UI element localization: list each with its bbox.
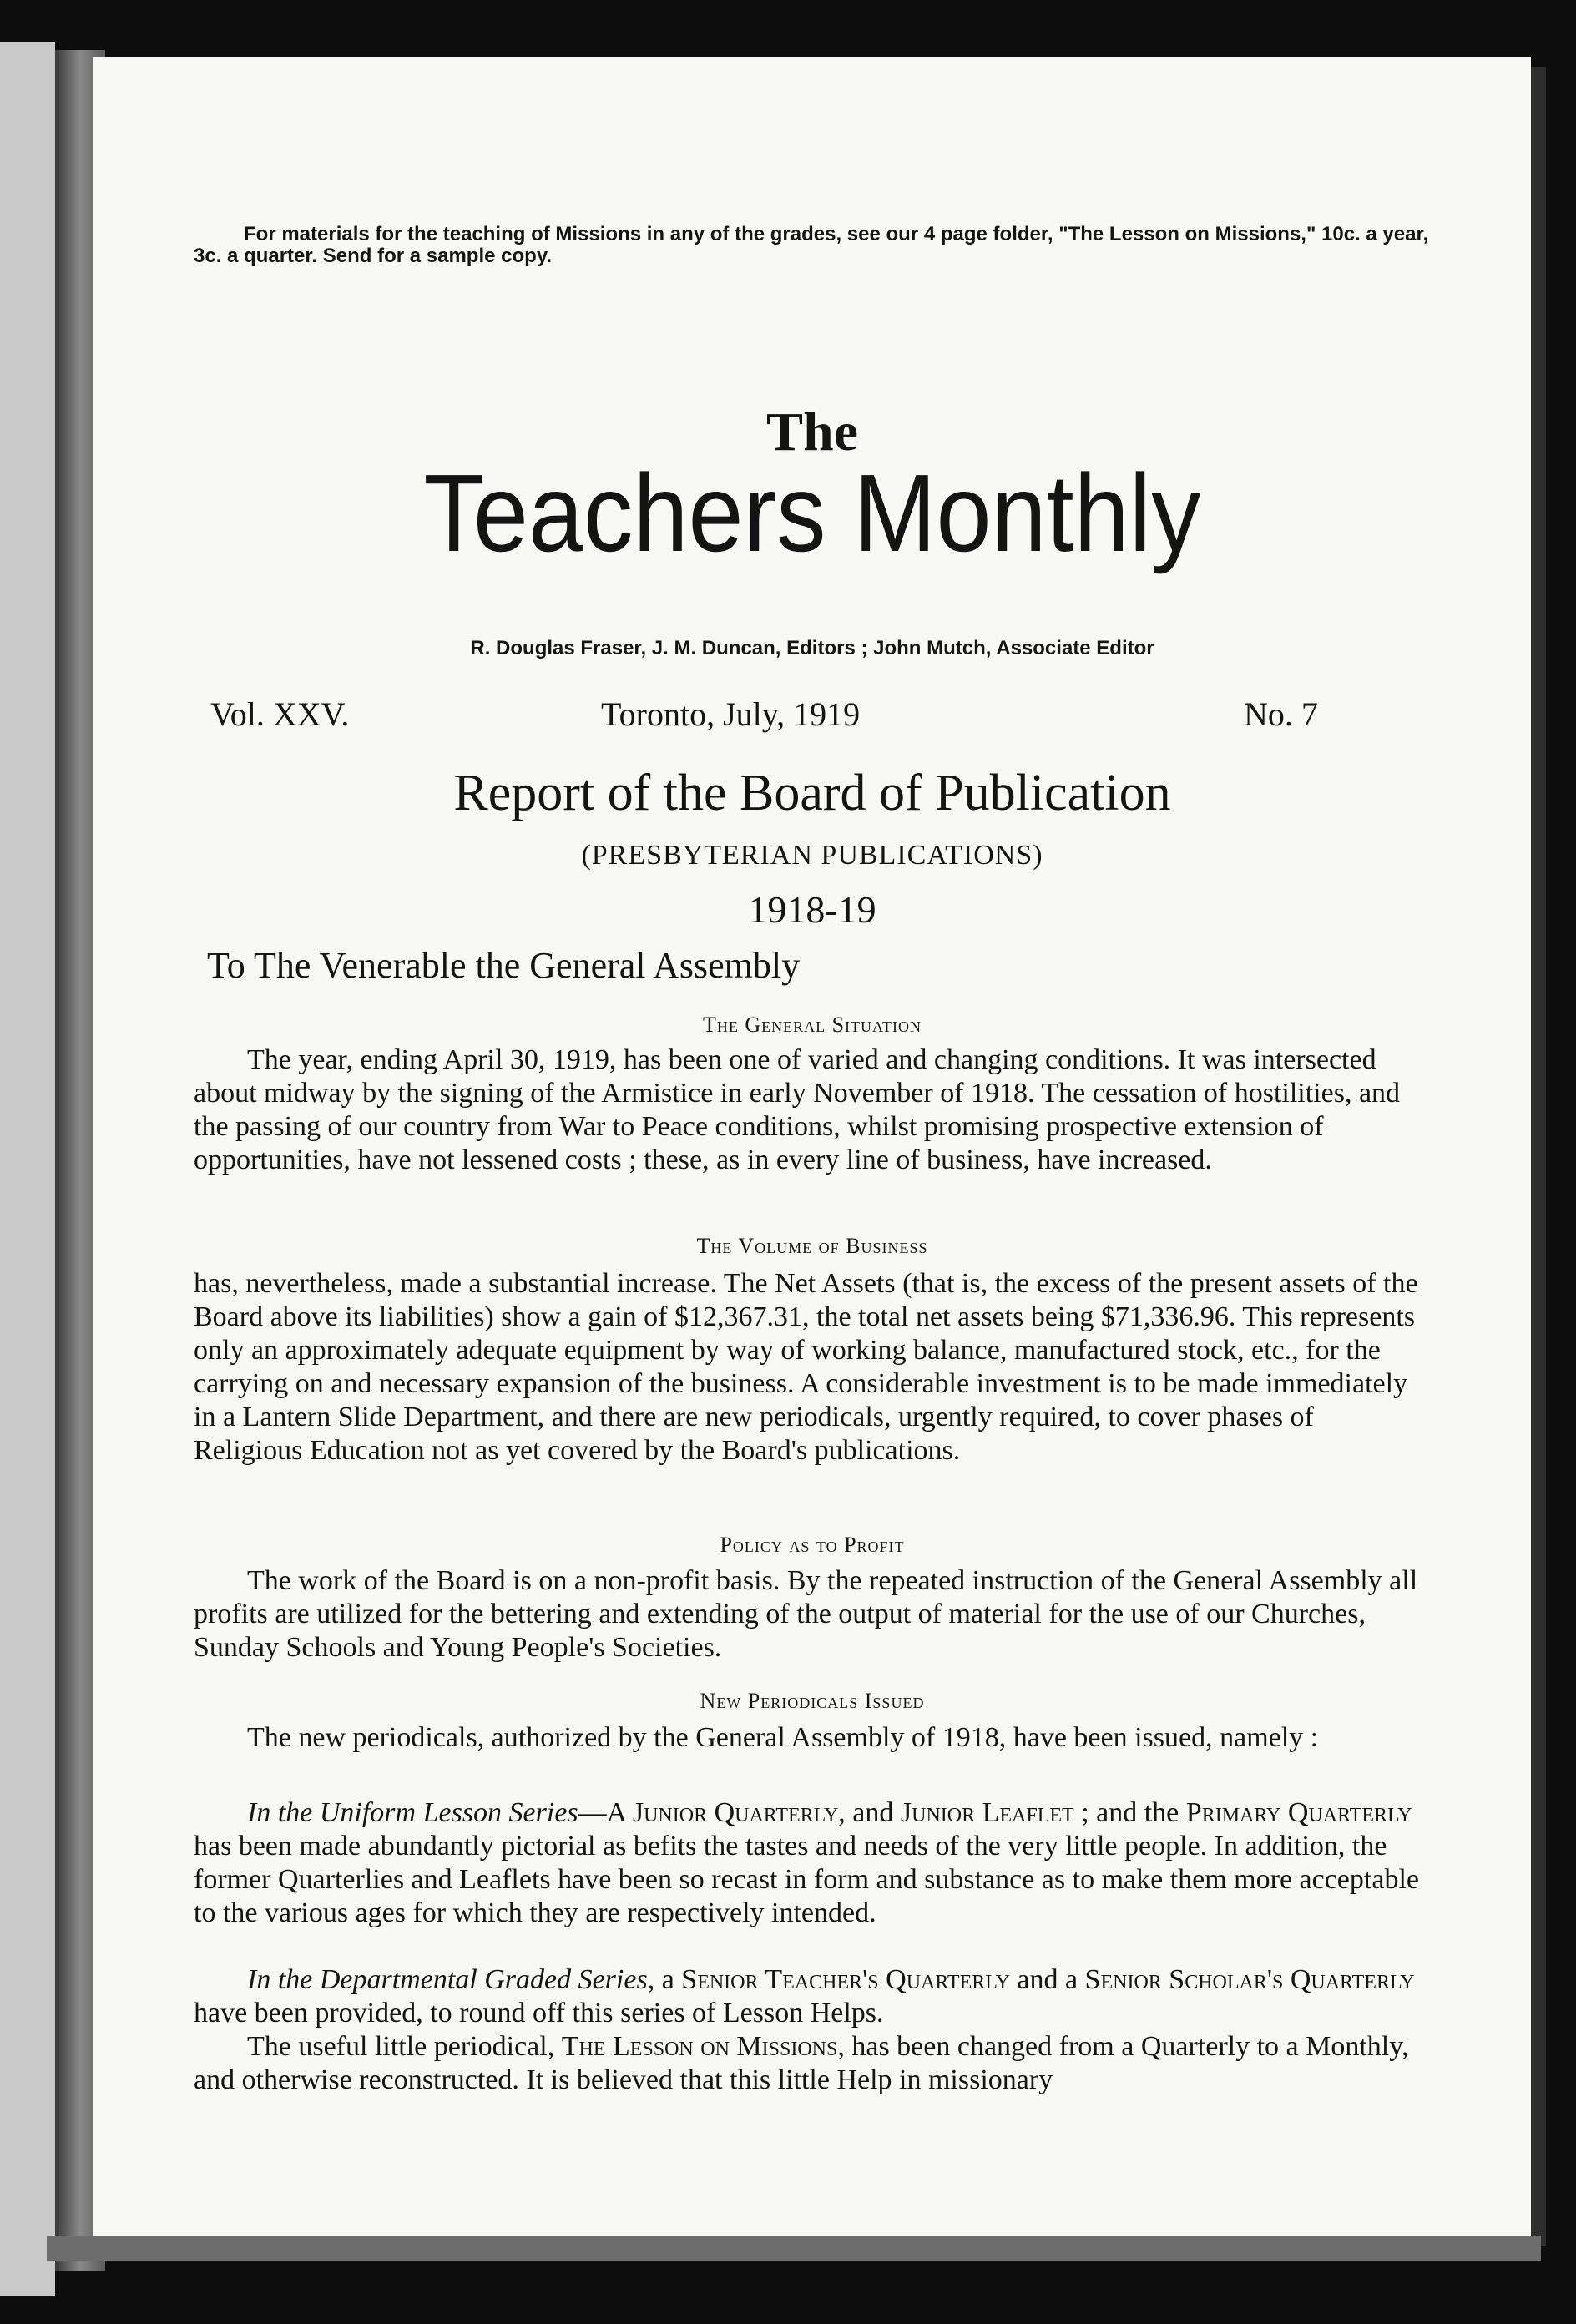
uniform-series-name: In the Uniform Lesson Series	[247, 1797, 578, 1828]
masthead-the: The	[765, 402, 859, 462]
issue-number: No. 7	[1244, 695, 1318, 733]
report-subtitle: (PRESBYTERIAN PUBLICATIONS)	[581, 840, 1043, 871]
lesson-on-missions: The Lesson on Missions	[561, 2031, 838, 2062]
primary-quarterly: Primary Quarterly	[1185, 1797, 1412, 1828]
departmental-series-name: In the Departmental Graded Series	[247, 1964, 648, 1995]
salutation: To The Venerable the General Assembly	[207, 945, 801, 986]
volume-number: Vol. XXV.	[210, 695, 350, 733]
paragraph-volume-of-business: has, nevertheless, made a substantial increase. The Net Assets (that is, the excess of the present assets of the Board above its liabilities) show a gain of $12,367.31, the total net assets being $71,336.96. This represents only an approximately adequate equipment by way of working balance, manufactured stock, etc., for the carrying on and necessary expansion of the business. A considerable investment is to be made immediately in a Lantern Slide Department, and there are new periodicals, urgently required, to cover phases of Religious Education not as yet covered by the Board's publications.	[194, 1268, 1418, 1466]
paragraph-general-situation: The year, ending April 30, 1919, has been one of varied and changing conditions. It was intersected about midway by the signing of the Armistice in early November of 1918. The cessation of hostilities, and the passing of our country from War to Peace conditions, whilst promising prospective extension of opportunities, have not lessened costs ; these, as in every line of business, have increased.	[194, 1044, 1401, 1175]
senior-scholars-quarterly: Senior Scholar's Quarterly	[1084, 1964, 1415, 1995]
page-right-edge	[1531, 67, 1546, 2246]
heading-new-periodicals: New Periodicals Issued	[700, 1689, 925, 1713]
paragraph-departmental-series: In the Departmental Graded Series, a Senior Teacher's Quarterly and a Senior Scholar's Quarterly have been provided, to round off this series of Lesson Helps.	[194, 1964, 1415, 2028]
heading-policy: Policy as to Profit	[720, 1533, 905, 1557]
paragraph-uniform-series: In the Uniform Lesson Series—A Junior Quarterly, and Junior Leaflet ; and the Primary Quarterly has been made abundantly pictorial as befits the tastes and needs of the very little people. In addition, the former Quarterlies and Leaflets have been so recast in form and substance as to make them more acceptable to the various ages for which they are respectively intended.	[194, 1797, 1419, 1928]
paragraph-policy: The work of the Board is on a non-profit basis. By the repeated instruction of the General Assembly all profits are utilized for the bettering and extending of the output of material for the use of our Churches, Sunday Schools and Young People's Societies.	[194, 1565, 1418, 1663]
junior-leaflet: Junior Leaflet	[900, 1797, 1074, 1828]
page-bottom-edge	[47, 2236, 1541, 2261]
report-title: Report of the Board of Publication	[453, 765, 1171, 821]
senior-teachers-quarterly: Senior Teacher's Quarterly	[681, 1964, 1010, 1995]
page	[93, 57, 1531, 2236]
heading-general-situation: The General Situation	[702, 1013, 922, 1037]
report-year: 1918-19	[748, 888, 876, 931]
paragraph-lesson-on-missions: The useful little periodical, The Lesson on Missions, has been changed from a Quarterly to a Monthly, and otherwise reconstructed. It is believed that this little Help in missionary	[194, 2031, 1409, 2095]
missions-notice: For materials for the teaching of Missions in any of the grades, see our 4 page folder, "The Lesson on Missions," 10c. a year, 3c. a quarter. Send for a sample copy.	[194, 223, 1429, 267]
paragraph-new-periodicals-intro: The new periodicals, authorized by the General Assembly of 1918, have been issued, namely :	[247, 1722, 1319, 1753]
place-date: Toronto, July, 1919	[601, 695, 861, 733]
masthead-title: Teachers Monthly	[423, 452, 1201, 574]
editors-line: R. Douglas Fraser, J. M. Duncan, Editors ; John Mutch, Associate Editor	[470, 637, 1154, 659]
adjacent-page-edge	[0, 42, 55, 2296]
junior-quarterly: Junior Quarterly	[632, 1797, 839, 1828]
heading-volume-of-business: The Volume of Business	[696, 1234, 928, 1258]
